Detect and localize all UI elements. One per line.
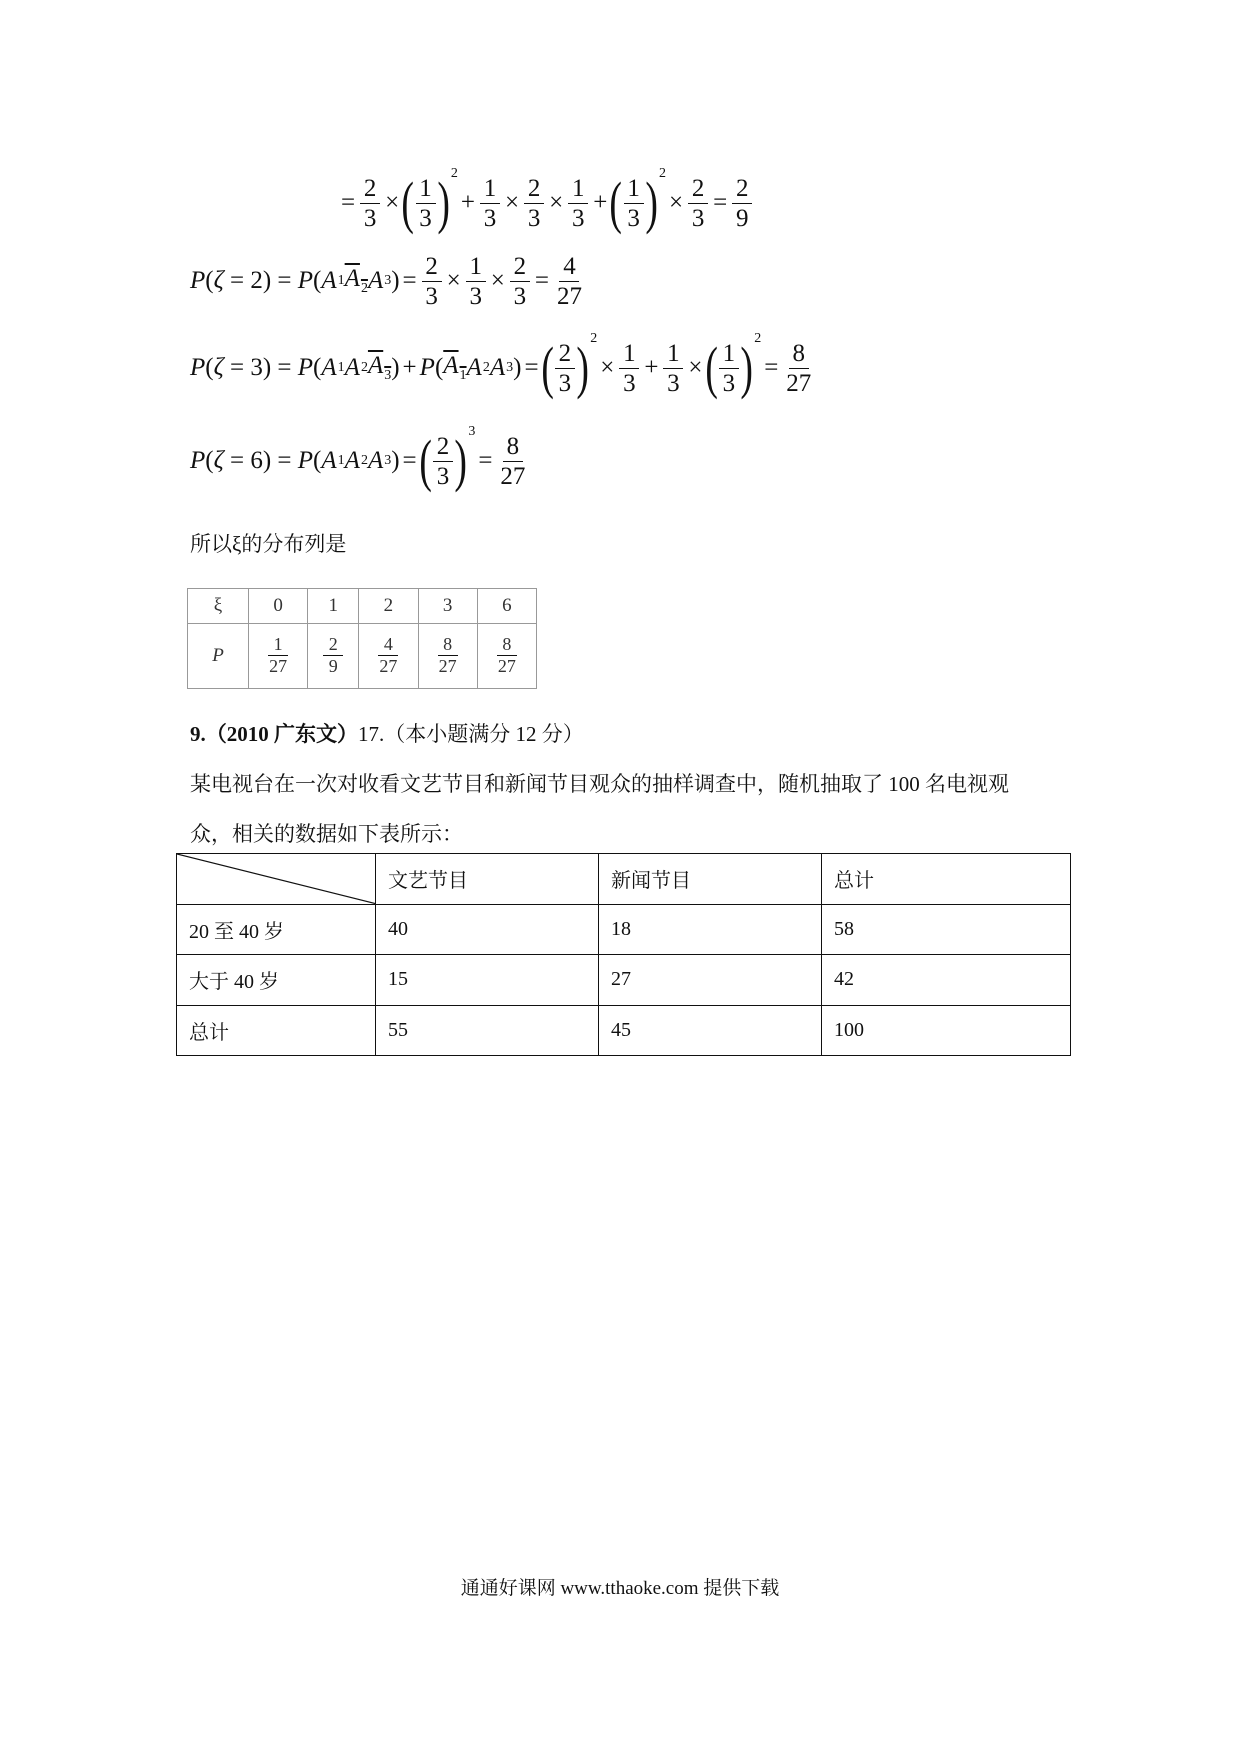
table-cell: 27	[599, 955, 822, 1006]
row-header: 大于 40 岁	[177, 955, 376, 1006]
table-cell: $\frac{8}{27}$	[418, 623, 477, 688]
table-cell: 42	[822, 955, 1071, 1006]
table-row	[177, 955, 1071, 1006]
table-cell: 15	[376, 955, 599, 1006]
equation-line-1: = $\frac{2}{3}$ × ( $\frac{1}{3}$ ) 2 + $\frac{1}{3}$ × $\frac{2}{3}$ × $\frac{1}{3}$ + ( $\frac{1}{3}$ ) 2 × $\frac{2}{3}$ = $\frac{2}{9}$	[338, 168, 754, 238]
diagonal-line	[177, 854, 375, 904]
row-header: 总计	[177, 1005, 376, 1056]
equation-p-zeta-6: P ( ζ = 6) = P ( A 1 A 2 A 3 ) = ( $\frac{2}{3}$ ) 3 = $\frac{8}{27}$	[190, 424, 526, 493]
fraction: $\frac{1}{3}$	[624, 175, 644, 232]
question-number: 9.	[190, 722, 206, 746]
table-cell: $\frac{4}{27}$	[359, 623, 418, 688]
question-body-line-1: 某电视台在一次对收看文艺节目和新闻节目观众的抽样调查中，随机抽取了 100 名电视观	[190, 772, 1009, 796]
table-row	[177, 1005, 1071, 1056]
distribution-table	[187, 588, 537, 689]
survey-table	[176, 853, 1071, 1056]
table-cell: $\frac{2}{9}$	[308, 623, 359, 688]
question-body-line-2: 众，相关的数据如下表所示：	[190, 822, 463, 846]
equals-sign: =	[341, 189, 356, 216]
table-cell: 18	[599, 904, 822, 955]
table-cell: 40	[376, 904, 599, 955]
distribution-intro: 所以ξ的分布列是	[190, 532, 347, 556]
table-cell: 3	[418, 589, 477, 624]
question-item: 17.（本小题满分 12 分）	[358, 722, 584, 746]
table-row	[188, 623, 537, 688]
p-header: P	[188, 623, 249, 688]
fraction: $\frac{2}{3}$	[360, 175, 380, 232]
diagonal-header-cell	[177, 854, 376, 905]
table-cell: 58	[822, 904, 1071, 955]
table-cell: 0	[249, 589, 308, 624]
column-header: 文艺节目	[376, 854, 599, 905]
table-cell: $\frac{8}{27}$	[477, 623, 536, 688]
xi-header: ξ	[188, 589, 249, 624]
table-cell: 45	[599, 1005, 822, 1056]
table-row	[177, 904, 1071, 955]
page-footer: 通通好课网 www.tthaoke.com 提供下载	[460, 1578, 780, 1599]
fraction: $\frac{2}{3}$	[524, 175, 544, 232]
table-header-row	[177, 854, 1071, 905]
question-source: （2010 广东文）	[205, 722, 358, 746]
table-cell: 55	[376, 1005, 599, 1056]
equation-p-zeta-3: P ( ζ = 3) = P ( A 1 A 2 $A_3$ ) + P ( $A_1$ A 2 A 3 ) = ( $\frac{2}{3}$ ) 2 × $\frac{1}{3}$ + $\frac{1}{3}$ × ( $\frac{1}{3}$ ) 2 = $\frac{8}{27}$	[190, 331, 812, 400]
table-cell: 2	[359, 589, 418, 624]
fraction: $\frac{2}{3}$	[688, 175, 708, 232]
table-row	[188, 589, 537, 624]
table-cell: 1	[308, 589, 359, 624]
equation-p-zeta-2: P ( ζ = 2) = P ( A 1 $A_2$ A 3 ) = $\frac{2}{3}$ × $\frac{1}{3}$ × $\frac{2}{3}$ = $\frac{4}{27}$	[190, 252, 582, 310]
question-heading	[190, 718, 584, 748]
row-header: 20 至 40 岁	[177, 904, 376, 955]
table-cell: 100	[822, 1005, 1071, 1056]
fraction: $\frac{2}{9}$	[732, 175, 752, 232]
column-header: 新闻节目	[599, 854, 822, 905]
column-header: 总计	[822, 854, 1071, 905]
fraction: $\frac{1}{3}$	[480, 175, 500, 232]
table-cell: 6	[477, 589, 536, 624]
table-cell: $\frac{1}{27}$	[249, 623, 308, 688]
fraction: $\frac{1}{3}$	[416, 175, 436, 232]
fraction: $\frac{1}{3}$	[568, 175, 588, 232]
